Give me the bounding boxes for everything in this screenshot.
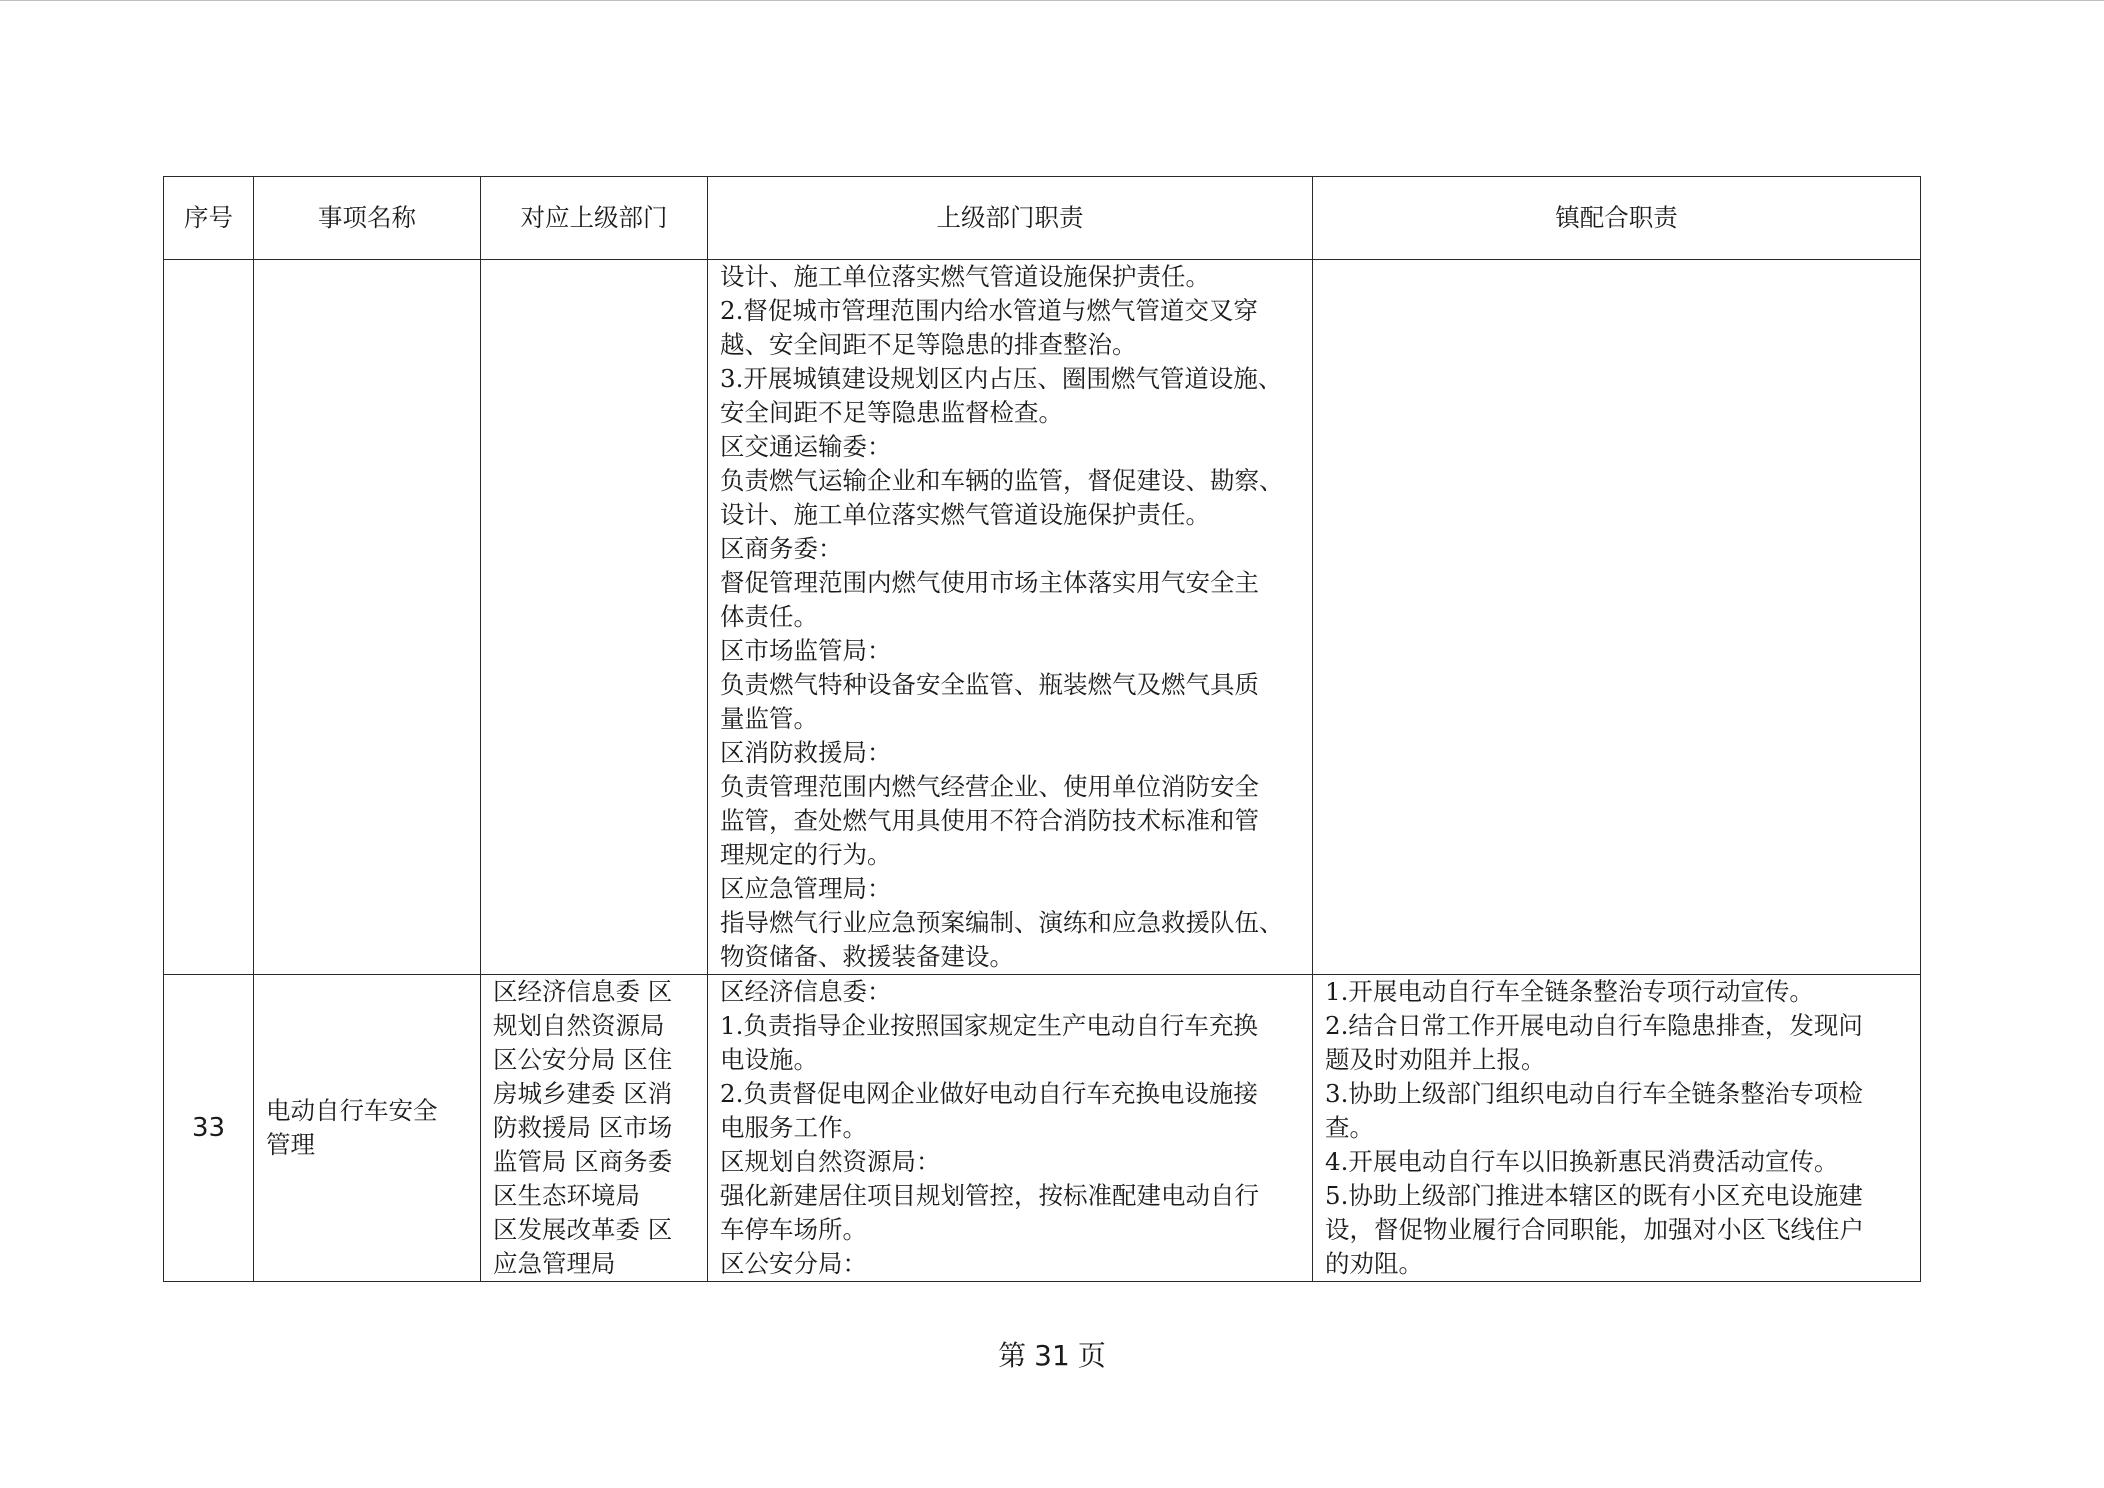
cell-town-duty — [1313, 260, 1921, 975]
duty-line: 2.负责督促电网企业做好电动自行车充换电设施接 — [720, 1079, 1258, 1108]
duty-line: 设计、施工单位落实燃气管道设施保护责任。 — [720, 262, 1210, 291]
town-duty-line: 4.开展电动自行车以旧换新惠民消费活动宣传。 — [1325, 1147, 1839, 1176]
town-duty-line: 题及时劝阻并上报。 — [1325, 1045, 1546, 1074]
table-row — [164, 260, 1921, 975]
town-duty-line: 3.协助上级部门组织电动自行车全链条整治专项检 — [1325, 1079, 1863, 1108]
header-item-name: 事项名称 — [254, 177, 481, 260]
duty-line: 车停车场所。 — [720, 1215, 867, 1244]
dept-line: 区发展改革委 区 — [493, 1215, 673, 1244]
duty-line: 负责燃气运输企业和车辆的监管，督促建设、勘察、 — [720, 466, 1284, 495]
duty-line: 区市场监管局： — [720, 636, 892, 665]
duty-line: 2.督促城市管理范围内给水管道与燃气管道交叉穿 — [720, 296, 1258, 325]
duty-line: 1.负责指导企业按照国家规定生产电动自行车充换 — [720, 1011, 1258, 1040]
town-duty-line: 2.结合日常工作开展电动自行车隐患排查，发现问 — [1325, 1011, 1863, 1040]
town-duty-line: 的劝阻。 — [1325, 1249, 1423, 1278]
dept-line: 应急管理局 — [493, 1249, 616, 1278]
dept-line: 区公安分局 区住 — [493, 1045, 673, 1074]
duty-line: 区公安分局： — [720, 1249, 867, 1278]
cell-serial — [164, 260, 254, 975]
dept-line: 防救援局 区市场 — [493, 1113, 673, 1142]
dept-line: 区生态环境局 — [493, 1181, 640, 1210]
duty-line: 强化新建居住项目规划管控，按标准配建电动自行 — [720, 1181, 1259, 1210]
duty-line: 督促管理范围内燃气使用市场主体落实用气安全主 — [720, 568, 1259, 597]
duty-line: 体责任。 — [720, 602, 818, 631]
duty-line: 越、安全间距不足等隐患的排查整治。 — [720, 330, 1137, 359]
duty-line: 区交通运输委： — [720, 432, 892, 461]
duty-line: 区应急管理局： — [720, 874, 892, 903]
duty-line: 区规划自然资源局： — [720, 1147, 941, 1176]
cell-town-duty — [1313, 975, 1921, 1282]
duty-line: 电设施。 — [720, 1045, 818, 1074]
page-top-rule — [0, 0, 2104, 1]
duty-line: 电服务工作。 — [720, 1113, 867, 1142]
table-row — [164, 975, 1921, 1282]
duty-line: 监管，查处燃气用具使用不符合消防技术标准和管 — [720, 806, 1259, 835]
town-duty-line: 5.协助上级部门推进本辖区的既有小区充电设施建 — [1325, 1181, 1863, 1210]
duty-line: 理规定的行为。 — [720, 840, 892, 869]
header-serial: 序号 — [164, 177, 254, 260]
header-row — [164, 177, 1921, 260]
header-town-duty: 镇配合职责 — [1313, 177, 1921, 260]
page-number-suffix: 页 — [1077, 1339, 1106, 1372]
town-duty-line: 设，督促物业履行合同职能，加强对小区飞线住户 — [1325, 1215, 1864, 1244]
header-superior-duty: 上级部门职责 — [708, 177, 1313, 260]
cell-superior-duty — [708, 260, 1313, 975]
header-superior-dept: 对应上级部门 — [481, 177, 708, 260]
duty-line: 区商务委： — [720, 534, 843, 563]
item-name-line: 电动自行车安全 — [266, 1096, 438, 1125]
item-name-line: 管理 — [266, 1130, 315, 1159]
cell-item-name — [254, 260, 481, 975]
page-number-value: 31 — [1034, 1339, 1070, 1372]
duty-line: 安全间距不足等隐患监督检查。 — [720, 398, 1063, 427]
cell-superior-dept — [481, 975, 708, 1282]
duty-line: 设计、施工单位落实燃气管道设施保护责任。 — [720, 500, 1210, 529]
duty-line: 负责燃气特种设备安全监管、瓶装燃气及燃气具质 — [720, 670, 1259, 699]
duty-line: 物资储备、救援装备建设。 — [720, 942, 1014, 971]
duty-line: 区经济信息委： — [720, 977, 892, 1006]
dept-line: 监管局 区商务委 — [493, 1147, 673, 1176]
duty-line: 区消防救援局： — [720, 738, 892, 767]
dept-line: 房城乡建委 区消 — [493, 1079, 673, 1108]
dept-line: 区经济信息委 区 — [493, 977, 673, 1006]
cell-serial: 33 — [164, 975, 254, 1282]
duty-line: 量监管。 — [720, 704, 818, 733]
duty-line: 负责管理范围内燃气经营企业、使用单位消防安全 — [720, 772, 1259, 801]
duty-line: 3.开展城镇建设规划区内占压、圈围燃气管道设施、 — [720, 364, 1283, 393]
duty-table — [163, 176, 1921, 1282]
page-number — [0, 1334, 2104, 1374]
duty-line: 指导燃气行业应急预案编制、演练和应急救援队伍、 — [720, 908, 1284, 937]
cell-item-name — [254, 975, 481, 1282]
town-duty-line: 1.开展电动自行车全链条整治专项行动宣传。 — [1325, 977, 1814, 1006]
cell-superior-duty — [708, 975, 1313, 1282]
dept-line: 规划自然资源局 — [493, 1011, 665, 1040]
page-number-prefix: 第 — [998, 1339, 1027, 1372]
cell-superior-dept — [481, 260, 708, 975]
town-duty-line: 查。 — [1325, 1113, 1374, 1142]
